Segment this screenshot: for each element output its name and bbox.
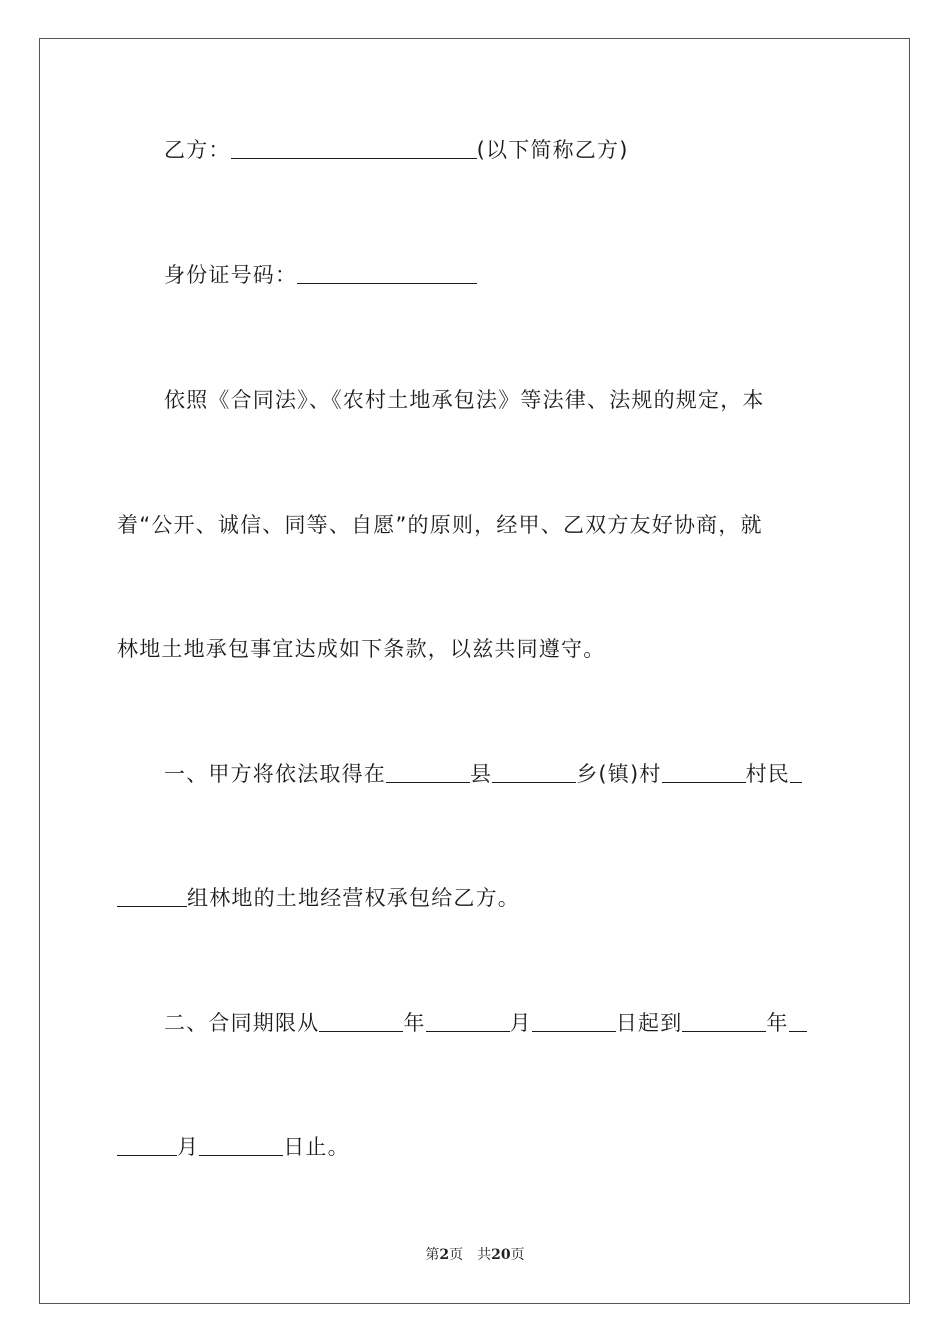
group-blank-end[interactable] [117,886,187,907]
start-day-blank[interactable] [532,1011,616,1032]
start-month-blank[interactable] [426,1011,510,1032]
clause-2-prefix: 二、合同期限从 [164,1011,320,1035]
id-number-line [164,262,477,288]
total-suffix: 页 [510,1247,525,1263]
start-month-label: 月 [509,1011,532,1035]
group-text: 组林地的土地经营权承包给乙方。 [187,886,520,910]
county-label: 县 [470,762,493,786]
clause-2-line-1 [164,1010,807,1036]
start-year-blank[interactable] [319,1011,403,1032]
end-month-blank-end[interactable] [117,1135,177,1156]
party-b-name-blank[interactable] [231,138,477,159]
end-month-blank-start[interactable] [789,1011,807,1032]
villager-label: 村民 [745,762,790,786]
village-blank[interactable] [662,762,746,783]
end-month-label: 月 [177,1135,200,1159]
party-b-suffix: (以下简称乙方) [476,138,629,162]
preamble-line-2: 着“公开、诚信、同等、自愿”的原则，经甲、乙双方友好协商，就 [117,513,763,537]
township-label: 乡(镇)村 [576,762,662,786]
end-year-label: 年 [766,1011,789,1035]
group-blank-start[interactable] [790,762,802,783]
preamble-line-1: 依照《合同法》、《农村土地承包法》等法律、法规的规定，本 [164,388,765,412]
id-number-label: 身份证号码： [164,263,298,287]
end-year-blank[interactable] [682,1011,766,1032]
page-number: 2 [439,1247,450,1263]
total-pages: 20 [491,1247,511,1263]
clause-1-line-1 [164,761,802,787]
party-b-line [164,137,629,163]
county-blank[interactable] [386,762,470,783]
clause-1-prefix: 一、甲方将依法取得在 [164,762,386,786]
clause-2-line-2 [117,1134,350,1160]
township-blank[interactable] [492,762,576,783]
end-day-blank[interactable] [199,1135,283,1156]
start-day-label: 日起到 [615,1011,683,1035]
page-border [39,38,910,1304]
clause-1-line-2 [117,885,520,911]
end-day-label: 日止。 [283,1135,350,1159]
party-b-label: 乙方： [164,138,231,162]
page-suffix: 页 [449,1247,464,1263]
page-prefix: 第 [425,1247,440,1263]
total-prefix: 共 [477,1247,492,1263]
preamble-line-3: 林地土地承包事宜达成如下条款，以兹共同遵守。 [117,637,606,661]
page-footer [0,1246,950,1264]
start-year-label: 年 [403,1011,426,1035]
id-number-blank[interactable] [297,263,477,284]
